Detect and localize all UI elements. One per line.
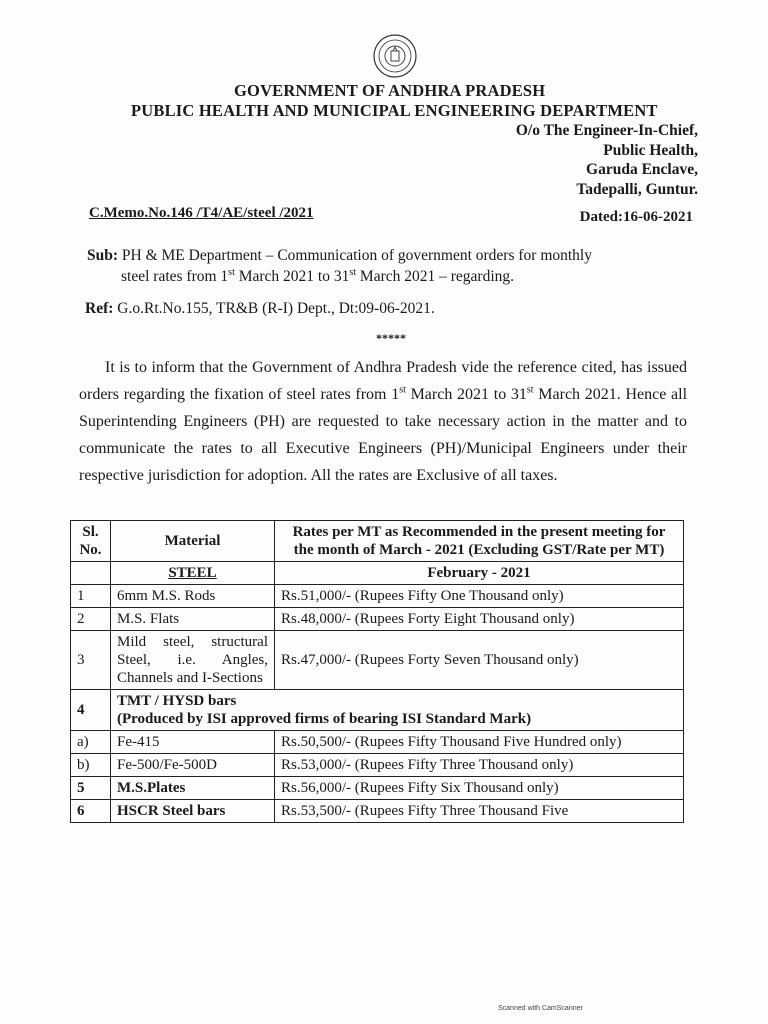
subject-text-line1: PH & ME Department – Communication of government orders for monthly — [121, 247, 592, 264]
table-row — [71, 585, 684, 608]
state-emblem-icon — [372, 33, 418, 79]
government-title: GOVERNMENT OF ANDHRA PRADESH — [234, 81, 546, 100]
department-title: PUBLIC HEALTH AND MUNICIPAL ENGINEERING DEPARTMENT — [131, 101, 658, 120]
row-rate: Rs.51,000/- (Rupees Fifty One Thousand only) — [275, 585, 684, 608]
row-sl: 2 — [71, 608, 111, 631]
row-material: 6mm M.S. Rods — [111, 585, 275, 608]
row-sl: a) — [71, 731, 111, 754]
subject — [87, 245, 699, 287]
subject-label: Sub: — [87, 247, 119, 264]
scanner-watermark: Scanned with CamScanner — [498, 1005, 583, 1012]
table-header-row — [71, 521, 684, 562]
reference-label: Ref: — [85, 300, 114, 317]
memo-number: C.Memo.No.146 /T4/AE/steel /2021 — [89, 205, 314, 221]
address-line: Tadepalli, Guntur. — [576, 180, 698, 198]
row-rate: Rs.53,500/- (Rupees Fifty Three Thousand Five — [275, 800, 684, 823]
row-sl: b) — [71, 754, 111, 777]
subject-text-line2: steel rates from 1st March 2021 to 31st March 2021 – regarding. — [121, 266, 514, 285]
header-sl-no: Sl. No. — [71, 521, 111, 562]
reference — [85, 300, 435, 318]
reference-text: G.o.Rt.No.155, TR&B (R-I) Dept., Dt:09-06-2021. — [117, 300, 435, 317]
row-sl: 5 — [71, 777, 111, 800]
group-sl: 4 — [71, 690, 111, 731]
address-line: O/o The Engineer-In-Chief, — [515, 122, 698, 139]
table-row — [71, 631, 684, 690]
table-row — [71, 754, 684, 777]
subheader-month: February - 2021 — [275, 562, 684, 585]
row-material: Mild steel, structural Steel, i.e. Angles, Channels and I-Sections — [111, 631, 275, 690]
memo-date: Dated:16-06-2021 — [579, 209, 693, 225]
table-cell — [71, 562, 111, 585]
address-line: Public Health, — [603, 141, 698, 159]
table-group-row — [71, 690, 684, 731]
row-material: HSCR Steel bars — [111, 800, 275, 823]
group-subtitle: (Produced by ISI approved firms of bearing ISI Standard Mark) — [117, 711, 532, 727]
row-rate: Rs.50,500/- (Rupees Fifty Thousand Five Hundred only) — [275, 731, 684, 754]
table-row — [71, 800, 684, 823]
table-subheader-row — [71, 562, 684, 585]
table-row — [71, 731, 684, 754]
group-title-cell — [111, 690, 684, 731]
table-row — [71, 777, 684, 800]
row-material: Fe-500/Fe-500D — [111, 754, 275, 777]
office-address — [480, 121, 698, 199]
subheader-steel: STEEL — [111, 562, 275, 585]
row-rate: Rs.47,000/- (Rupees Forty Seven Thousand only) — [275, 631, 684, 690]
body-paragraph: It is to inform that the Government of Andhra Pradesh vide the reference cited, has issued orders regarding the fixation of steel rates from 1st March 2021 to 31st March 2021. Hence all Superintending Engineers (PH) are requested to take necessary action in the matter and to communicate the rates to all Executive Engineers (PH)/Municipal Engineers under their respective jurisdiction for adoption. All the rates are Exclusive of all taxes. — [79, 359, 688, 484]
address-line: Garuda Enclave, — [586, 161, 698, 178]
row-sl: 6 — [71, 800, 111, 823]
row-material: M.S.Plates — [111, 777, 275, 800]
row-material: Fe-415 — [111, 731, 275, 754]
header-material: Material — [111, 521, 275, 562]
row-rate: Rs.56,000/- (Rupees Fifty Six Thousand only) — [275, 777, 684, 800]
row-rate: Rs.48,000/- (Rupees Forty Eight Thousand only) — [275, 608, 684, 631]
row-sl: 1 — [71, 585, 111, 608]
table-row — [71, 608, 684, 631]
row-sl: 3 — [71, 631, 111, 690]
header-rates: Rates per MT as Recommended in the present meeting for the month of March - 2021 (Excluding GST/Rate per MT) — [275, 521, 684, 562]
group-title: TMT / HYSD bars — [117, 693, 237, 709]
row-rate: Rs.53,000/- (Rupees Fifty Three Thousand only) — [275, 754, 684, 777]
separator-stars: ***** — [376, 331, 406, 345]
steel-rates-table — [70, 520, 684, 823]
row-material: M.S. Flats — [111, 608, 275, 631]
